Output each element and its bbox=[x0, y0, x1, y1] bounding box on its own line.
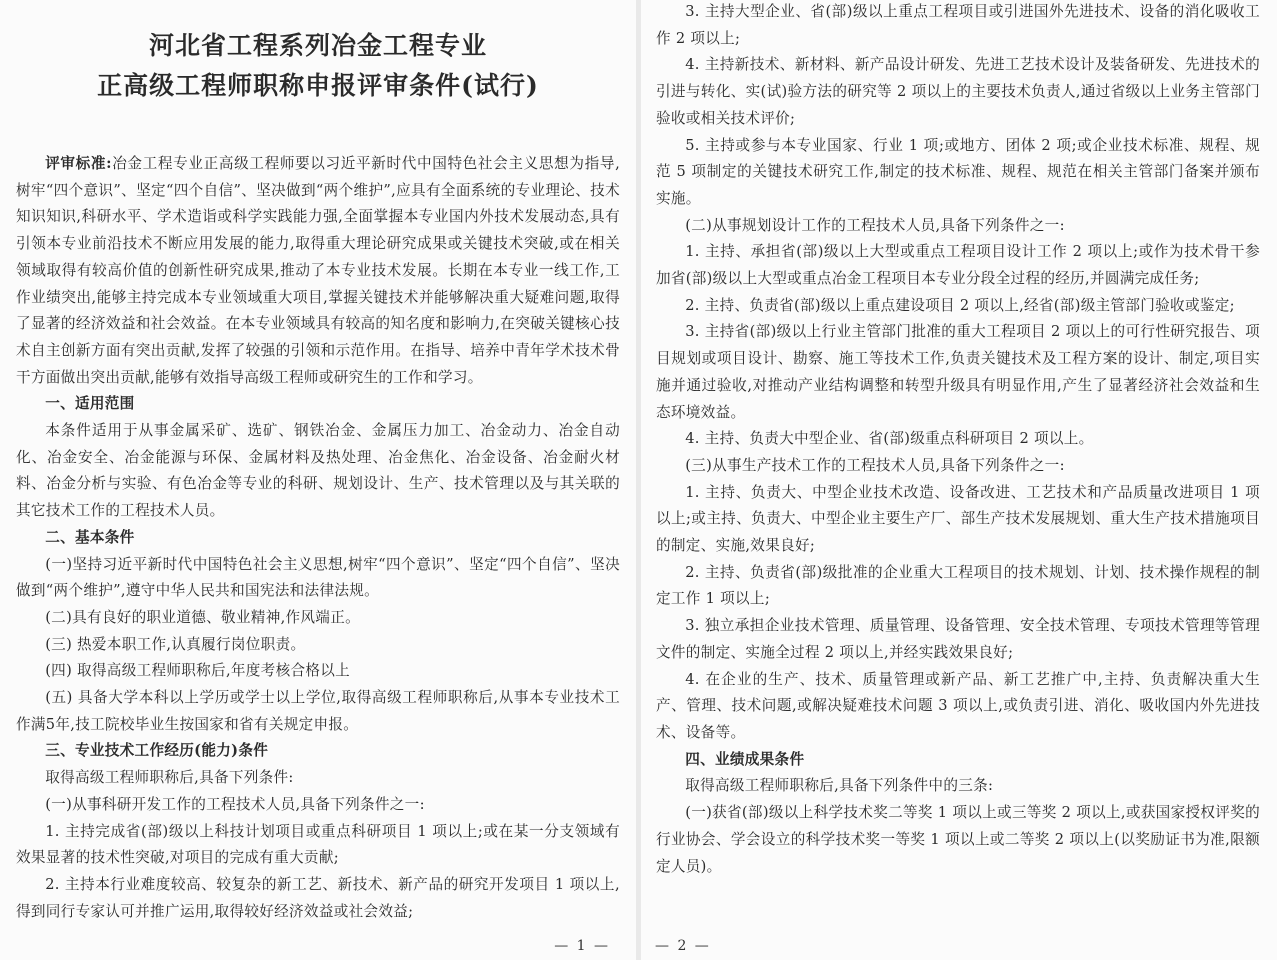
section-heading-scope: 一、适用范围 bbox=[45, 395, 135, 413]
design-item-3: 3. 主持省(部)级以上行业主管部门批准的重大工程项目 2 项以上的可行性研究报告、项目规划或项目设计、勘察、施工等技术工作,负责关键技术及工程方案的设计、制定,项目实施并通过验收,对推动产业结构调整和转型升级具有明显作用,产生了显著经济社会效益和生态环境效益。 bbox=[656, 323, 1260, 421]
production-item-2: 2. 主持、负责省(部)级批准的企业重大工程项目的技术规划、计划、技术操作规程的制定工作 1 项以上; bbox=[656, 563, 1260, 608]
document-title-line-2: 正高级工程师职称申报评审条件(试行) bbox=[97, 71, 539, 100]
achievement-item-1: (一)获省(部)级以上科学技术奖二等奖 1 项以上或三等奖 2 项以上,或获国家授权评奖的行业协会、学会设立的科学技术奖一等奖 1 项以上或二等奖 2 项以上(以奖励证书为准,限额定人员)。 bbox=[656, 804, 1260, 875]
section-heading-basic-conditions: 二、基本条件 bbox=[45, 528, 135, 546]
research-item-1: 1. 主持完成省(部)级以上科技计划项目或重点科研项目 1 项以上;或在某一分支领域有效果显著的技术性突破,对项目的完成有重大贡献; bbox=[16, 822, 620, 867]
design-item-1: 1. 主持、承担省(部)级以上大型或重点工程项目设计工作 2 项以上;或作为技术骨干参加省(部)级以上大型或重点冶金工程项目本专业分段全过程的经历,并圆满完成任务; bbox=[656, 243, 1260, 288]
basic-condition-3: (三) 热爱本职工作,认真履行岗位职责。 bbox=[45, 635, 306, 653]
production-subheading: (三)从事生产技术工作的工程技术人员,具备下列条件之一: bbox=[685, 456, 1065, 474]
research-item-3: 3. 主持大型企业、省(部)级以上重点工程项目或引进国外先进技术、设备的消化吸收工作 2 项以上; bbox=[656, 3, 1260, 47]
document-title-line-1: 河北省工程系列冶金工程专业 bbox=[148, 31, 487, 60]
section-heading-experience: 三、专业技术工作经历(能力)条件 bbox=[45, 742, 269, 760]
scope-paragraph: 本条件适用于从事金属采矿、选矿、钢铁冶金、金属压力加工、冶金动力、冶金自动化、冶金安全、冶金能源与环保、金属材料及热处理、冶金焦化、冶金设备、冶金耐火材料、冶金分析与实验、有色冶金等专业的科研、规划设计、生产、技术管理以及与其关联的其它技术工作的工程技术人员。 bbox=[16, 422, 620, 520]
document-page-2 bbox=[641, 0, 1277, 960]
basic-condition-1: (一)坚持习近平新时代中国特色社会主义思想,树牢“四个意识”、坚定“四个自信”、坚决做到“两个维护”,遵守中华人民共和国宪法和法律法规。 bbox=[16, 555, 620, 600]
review-standard-label: 评审标准: bbox=[45, 155, 112, 172]
review-standard-text: 冶金工程专业正高级工程师要以习近平新时代中国特色社会主义思想为指导,树牢“四个意识”、坚定“四个自信”、坚决做到“两个维护”,应具有全面系统的专业理论、技术知识知识,科研水平、学术造诣或科学实践能力强,全面掌握本专业国内外技术发展动态,具有引领本专业前沿技术不断应用发展的能力,取得重大理论研究成果或关键技术突破,或在相关领域取得有较高价值的创新性研究成果,推动了本专业技术发展。长期在本专业一线工作,工作业绩突出,能够主持完成本专业领域重大项目,掌握关键技术并能够解决重大疑难问题,取得了显著的经济效益和社会效益。在本专业领域具有较高的知名度和影响力,在突破关键核心技术自主创新方面有突出贡献,发挥了较强的引领和示范作用。在指导、培养中青年学术技术骨干方面做出突出贡献,能够有效指导高级工程师或研究生的工作和学习。 bbox=[16, 155, 621, 386]
design-item-2: 2. 主持、负责省(部)级以上重点建设项目 2 项以上,经省(部)级主管部门验收或鉴定; bbox=[685, 296, 1235, 314]
achievements-intro: 取得高级工程师职称后,具备下列条件中的三条: bbox=[685, 777, 994, 795]
research-item-4: 4. 主持新技术、新材料、新产品设计研发、先进工艺技术设计及装备研发、先进技术的引进与转化、实(试)验方法的研究等 2 项以上的主要技术负责人,通过省级以上业务主管部门验收或相关技术评价; bbox=[656, 56, 1260, 127]
design-item-4: 4. 主持、负责大中型企业、省(部)级重点科研项目 2 项以上。 bbox=[685, 430, 1094, 448]
production-item-3: 3. 独立承担企业技术管理、质量管理、设备管理、安全技术管理、专项技术管理等管理文件的制定、实施全过程 2 项以上,并经实践效果良好; bbox=[656, 617, 1260, 661]
research-subheading: (一)从事科研开发工作的工程技术人员,具备下列条件之一: bbox=[45, 795, 425, 813]
research-item-5: 5. 主持或参与本专业国家、行业 1 项;或地方、团体 2 项;或企业技术标准、规程、规范 5 项制定的关键技术研究工作,制定的技术标准、规程、规范在相关主管部门备案并颁布实施。 bbox=[656, 136, 1260, 207]
title-spacer bbox=[16, 106, 620, 151]
basic-condition-5: (五) 具备大学本科以上学历或学士以上学位,取得高级工程师职称后,从事本专业技术工作满5年,技工院校毕业生按国家和省有关规定申报。 bbox=[16, 689, 620, 733]
basic-condition-2: (二)具有良好的职业道德、敬业精神,作风端正。 bbox=[45, 608, 360, 626]
page-number: — 1 — bbox=[554, 938, 610, 954]
review-standard-paragraph bbox=[16, 151, 620, 391]
page-number: — 2 — bbox=[655, 938, 711, 954]
design-subheading: (二)从事规划设计工作的工程技术人员,具备下列条件之一: bbox=[685, 216, 1065, 234]
section-heading-achievements: 四、业绩成果条件 bbox=[685, 750, 805, 768]
basic-condition-4: (四) 取得高级工程师职称后,年度考核合格以上 bbox=[45, 662, 351, 680]
production-item-4: 4. 在企业的生产、技术、质量管理或新产品、新工艺推广中,主持、负责解决重大生产、管理、技术问题,或解决疑难技术问题 3 项以上,或负责引进、消化、吸收国内外先进技术、设备等。 bbox=[656, 670, 1260, 741]
experience-intro: 取得高级工程师职称后,具备下列条件: bbox=[45, 769, 294, 787]
document-page-1 bbox=[0, 0, 636, 960]
research-item-2: 2. 主持本行业难度较高、较复杂的新工艺、新技术、新产品的研究开发项目 1 项以上,得到同行专家认可并推广运用,取得较好经济效益或社会效益; bbox=[16, 875, 620, 920]
production-item-1: 1. 主持、负责大、中型企业技术改造、设备改进、工艺技术和产品质量改进项目 1 项以上;或主持、负责大、中型企业主要生产厂、部生产技术发展规划、重大生产技术措施项目的制定、实施,效果良好; bbox=[656, 483, 1260, 555]
